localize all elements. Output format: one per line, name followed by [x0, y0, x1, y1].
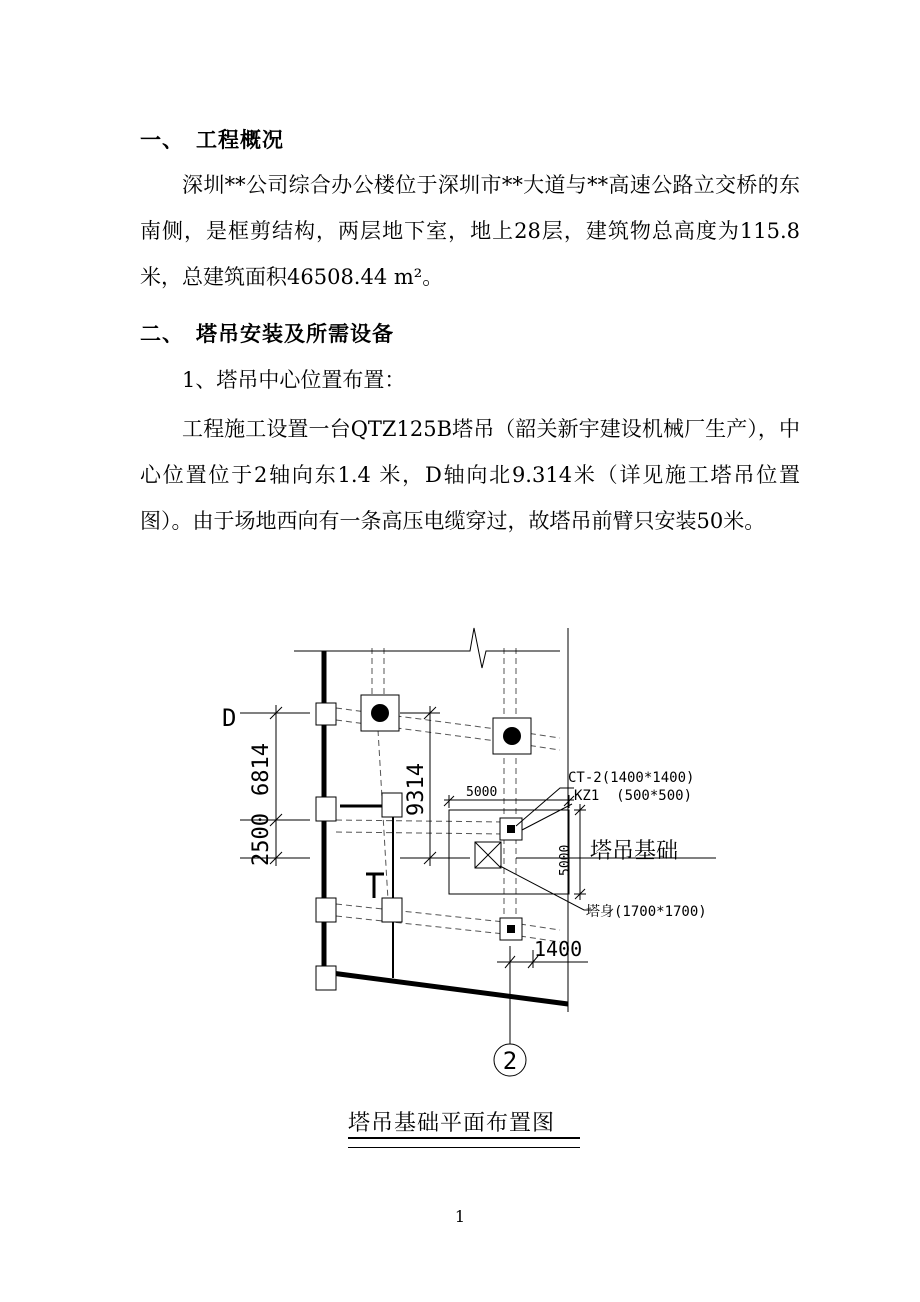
- grid-line: [336, 820, 504, 822]
- dim-9314-label: 9314: [404, 763, 429, 816]
- column-square: [316, 898, 336, 922]
- section-2-number: 二、: [140, 322, 184, 346]
- axis-d-label: D: [222, 704, 237, 732]
- grid-line: [520, 924, 560, 930]
- kz1-label: KZ1 (500*500): [574, 788, 693, 804]
- ct2-label: CT-2(1400*1400): [568, 770, 695, 786]
- grid-line: [336, 832, 504, 834]
- axis-2-label: 2: [502, 1047, 518, 1075]
- drawing-caption: 塔吊基础平面布置图: [348, 1111, 556, 1136]
- section-2-paragraph: 工程施工设置一台QTZ125B塔吊（韶关新宇建设机械厂生产），中心位置位于2轴向东1.4 米，D轴向北9.314米（详见施工塔吊位置图）。由于场地西向有一条高压电缆穿过，故塔吊前臂只安装50米。: [140, 417, 800, 533]
- break-line: [294, 628, 560, 668]
- column-square: [316, 966, 336, 990]
- section-1-paragraph: 深圳**公司综合办公楼位于深圳市**大道与**高速公路立交桥的东南侧，是框剪结构，两层地下室，地上28层，建筑物总高度为115.8米，总建筑面积46508.44 m²。: [140, 173, 800, 289]
- dim-5000-vertical-label: 5000: [558, 844, 573, 876]
- tower-body-label: 塔身(1700*1700): [586, 904, 707, 920]
- dim-6814-label: 6814: [249, 743, 274, 796]
- column-dot: [507, 825, 515, 833]
- caption-underline: [348, 1147, 580, 1148]
- page-number: 1: [454, 1207, 466, 1226]
- dim-5000-horizontal-label: 5000: [466, 785, 498, 800]
- section-2-title: 塔吊安装及所需设备: [196, 322, 394, 346]
- dim-2500-label: 2500: [249, 813, 274, 866]
- leader-line: [522, 804, 572, 830]
- section-1-title: 工程概况: [196, 128, 284, 152]
- column-dot: [507, 925, 515, 933]
- grid-line: [336, 904, 504, 922]
- leader-line: [500, 866, 592, 910]
- section-1-number: 一、: [140, 128, 184, 152]
- dim-1400-label: 1400: [534, 937, 583, 961]
- column-square: [316, 797, 336, 821]
- foundation-label: 塔吊基础: [590, 839, 679, 864]
- column-square: [382, 898, 402, 922]
- pile-dot: [503, 727, 521, 745]
- subsection-1-title: 1、塔吊中心位置布置：: [182, 368, 406, 392]
- column-square: [316, 703, 336, 725]
- column-square: [382, 793, 402, 817]
- grid-line: [336, 916, 504, 934]
- caption-underline: [348, 1137, 580, 1139]
- pile-dot: [371, 704, 389, 722]
